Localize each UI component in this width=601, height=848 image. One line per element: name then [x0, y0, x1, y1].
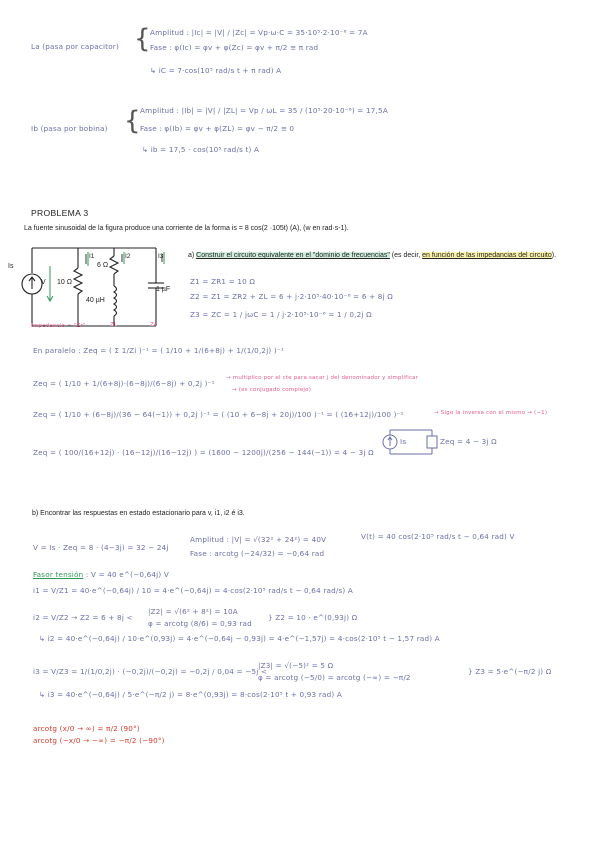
i2-polar: } Z2 = 10 · e^(0,93j) Ω	[268, 613, 358, 622]
brace: {	[134, 24, 151, 54]
capacitor-label: La (pasa por capacitor)	[31, 42, 119, 51]
zr-annotation: Impedancia ~ "Zr"	[31, 323, 86, 329]
brace: {	[124, 106, 141, 136]
i3-modulus: |Z3| = √(−5)² = 5 Ω	[258, 661, 334, 670]
resistor2-label: 6 Ω	[97, 262, 109, 269]
equiv-source-label: Is	[400, 437, 407, 446]
problem-statement: La fuente sinusoidal de la figura produce una corriente de la forma is = 8 cos(2 ·105t) (A), (w en rad·s-1).	[24, 225, 349, 232]
i2-result: ↳ i2 = 40·e^(−0,64j) / 10·e^(0,93j) = 4·e^(−0,64j − 0,93j) = 4·e^(−1,57j) = 4·cos(2·10⁵ t − 1,57 rad) A	[39, 634, 440, 643]
parallel-line: En paralelo : Zeq = ( Σ 1/Zi )⁻¹ = ( 1/10 + 1/(6+8j) + 1/(1/0,2j) )⁻¹	[33, 346, 284, 355]
cap-phase: Fase : φ(Ic) = φv + φ(Zc) = φv + π/2 ≅ π rad	[150, 43, 319, 52]
problem-title: PROBLEMA 3	[31, 208, 89, 218]
inductor-label: 40 µH	[86, 297, 105, 304]
i2-argument: φ = arcotg (8/6) = 0,93 rad	[148, 619, 252, 628]
cap-result: ↳ iC = 7·cos(10⁵ rad/s t + π rad) A	[150, 66, 282, 75]
note-conjugate: → (es conjugado complejo)	[232, 387, 312, 393]
zeq-step4: Zeq = ( 100/(16+12j) · (16−12j)/(16−12j) ) = (1600 − 1200j)/(256 − 144(−1)) = 4 − 3j Ω	[33, 448, 374, 457]
voltage-label: V	[41, 279, 46, 286]
i3-line: i3 = V/Z3 = 1/(1/0,2j) · (−0,2j)/(−0,2j) = −0,2j / 0,04 = −5j <	[33, 667, 268, 676]
z1-line: Z1 = ZR1 = 10 Ω	[190, 277, 256, 286]
v-time-domain: V(t) = 40 cos(2·10⁵ rad/s t − 0,64 rad) V	[361, 532, 515, 541]
v-phase: Fase : arcotg (−24/32) = −0,64 rad	[190, 549, 325, 558]
cap-amplitude: Amplitud : |Ic| = |V| / |Zc| = Vp·ω·C = 35·10⁵·2·10⁻⁶ = 7A	[150, 28, 368, 37]
zc-annotation: Zc	[150, 322, 158, 328]
i3-argument: φ = arcotg (−5/0) = arcotg (−∞) = −π/2	[258, 673, 411, 682]
part-b-prompt: b) Encontrar las respuestas en estado estacionario para v, i1, i2 é i3.	[32, 510, 245, 517]
equiv-impedance: Zeq = 4 − 3j Ω	[440, 437, 497, 446]
arctan-note-1: arcotg (x/0 → ∞) = π/2 (90°)	[33, 724, 140, 733]
v-line: V = Is · Zeq = 8 · (4−3j) = 32 − 24j	[33, 543, 169, 552]
part-a-prefix: a)	[188, 252, 197, 259]
z2-line: Z2 = Z1 = ZR2 + ZL = 6 + j·2·10⁵·40·10⁻⁶ = 6 + 8j Ω	[190, 292, 393, 301]
arctan-note-2: arcotg (−x/0 → −∞) = −π/2 (−90°)	[33, 736, 165, 745]
i2-modulus: |Z2| = √(6² + 8²) = 10A	[148, 607, 238, 616]
phasor-value: : V = 40 e^(−0,64j) V	[85, 570, 169, 579]
part-a-prompt	[188, 251, 583, 261]
resistor1-label: 10 Ω	[57, 279, 72, 286]
v-amplitude: Amplitud : |V| = √(32² + 24²) = 40V	[190, 535, 327, 544]
i2-line: i2 = V/Z2 → Z2 = 6 + 8j <	[33, 613, 133, 622]
zeq-step2: Zeq = ( 1/10 + 1/(6+8j)·(6−8j)/(6−8j) + 0,2j )⁻¹	[33, 379, 215, 388]
current3-label: I3	[158, 253, 164, 260]
part-a-underlined-1: Construir el circuito equivalente en el "dominio de frecuencias"	[196, 252, 390, 259]
coil-result: ↳ ib = 17,5 · cos(10⁵ rad/s t) A	[142, 145, 260, 154]
z3-line: Z3 = ZC = 1 / jωC = 1 / j·2·10⁵·10⁻⁶ = 1 / 0,2j Ω	[190, 310, 372, 319]
coil-amplitude: Amplitud : |Ib| = |V| / |ZL| = Vp / ωL = 35 / (10⁵·20·10⁻⁶) = 17,5A	[140, 106, 388, 115]
source-current-label: Is	[8, 263, 14, 270]
phasor-label: Fasor tensión	[33, 570, 84, 579]
current2-label: I2	[125, 253, 131, 260]
i3-result: ↳ i3 = 40·e^(−0,64j) / 5·e^(−π/2 j) = 8·e^(0,93j) = 8·cos(2·10⁵ t + 0,93 rad) A	[39, 690, 342, 699]
i1-line: i1 = V/Z1 = 40·e^(−0,64j) / 10 = 4·e^(−0,64j) = 4·cos(2·10⁵ rad/s t − 0,64 rad/s) A	[33, 586, 354, 595]
note-inverse: → Sigo la inversa con el mismo → (−1)	[434, 410, 548, 416]
i3-polar: } Z3 = 5·e^(−π/2 j) Ω	[468, 667, 552, 676]
zl-annotation: ZL	[110, 322, 118, 328]
zeq-step3: Zeq = ( 1/10 + (6−8j)/(36 − 64(−1)) + 0,2j )⁻¹ = ( (10 + 6−8j + 20j)/100 )⁻¹ = ( (16+12j)/100 )⁻¹	[33, 410, 404, 419]
part-a-suffix: ).	[551, 252, 557, 259]
part-a-underlined-2: en función de las impedancias del circuito	[422, 252, 552, 259]
current1-label: I1	[89, 253, 95, 260]
note-multiply-conjugate: → multiplico por el cte para sacar j del denominador y simplificar	[226, 375, 419, 381]
coil-phase: Fase : φ(Ib) = φv + φ(ZL) = φv − π/2 ≅ 0	[140, 124, 295, 133]
phasor-line	[33, 570, 169, 579]
part-a-middle: (es decir,	[389, 252, 423, 259]
capacitor-value-label: 1 µF	[156, 286, 171, 293]
coil-label: Ib (pasa por bobina)	[31, 124, 108, 133]
